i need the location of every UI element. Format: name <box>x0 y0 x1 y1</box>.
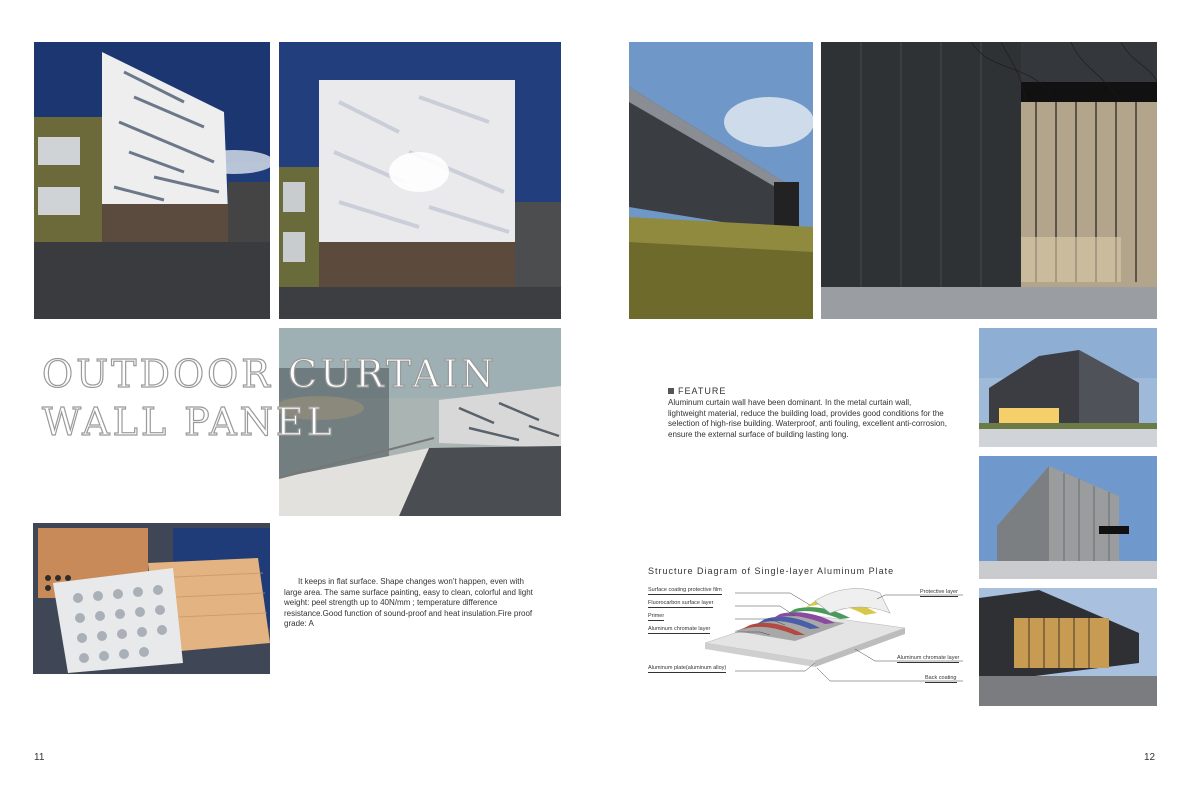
label-back-coating: Back coating <box>925 675 957 681</box>
page-number-right: 12 <box>1144 752 1156 763</box>
feature-heading <box>668 386 726 396</box>
title-line-1: OUTDOOR CURTAIN <box>42 352 498 396</box>
photo-perforated-facade-front <box>279 42 561 319</box>
photo-aluminum-panel-samples <box>33 523 270 674</box>
page-number-left: 11 <box>34 752 45 763</box>
label-surface-coating: Surface coating protective film <box>648 587 722 593</box>
bullet-square-icon <box>668 388 674 394</box>
feature-heading-label: FEATURE <box>678 386 727 396</box>
title-line-2: WALL PANEL <box>42 400 335 444</box>
feature-description: Aluminum curtain wall have been dominant. In the metal curtain wall, lightweight material, reduce the building load, provides good conditions for the selection of high-rise building. Waterproof, anti fouling, excellent anti-corrosion, ensure the external surface of building lasting long. <box>668 398 947 439</box>
diagram-title: Structure Diagram of Single-layer Aluminum Plate <box>648 566 895 576</box>
label-conversion-layer-left: Aluminum chromate layer <box>648 626 711 632</box>
label-primer: Primer <box>648 613 665 619</box>
left-description: It keeps in flat surface. Shape changes won’t happen, even with large area. The same surface painting, easy to clean, colorful and light weight: peel strength up to 40N/mm ; temperature difference resistance.Good function of sound-proof and heat insulation.Fire proof grade: A <box>284 577 533 628</box>
label-aluminum-plate: Aluminum plate(aluminum alloy) <box>648 665 727 671</box>
photo-dark-building-dusk <box>979 328 1157 447</box>
page-title <box>42 350 497 446</box>
photo-long-facade-grass <box>629 42 813 319</box>
label-fluorocarbon-layer: Fluorocarbon surface layer <box>648 600 714 606</box>
photo-metallic-box-building <box>979 456 1157 579</box>
photo-dark-facade-trees <box>821 42 1157 319</box>
label-protective-layer: Protective layer <box>920 589 958 595</box>
photo-glass-facade-evening <box>979 588 1157 706</box>
label-conversion-layer-right: Aluminum chromate layer <box>897 655 960 661</box>
photo-perforated-facade-street <box>34 42 270 319</box>
